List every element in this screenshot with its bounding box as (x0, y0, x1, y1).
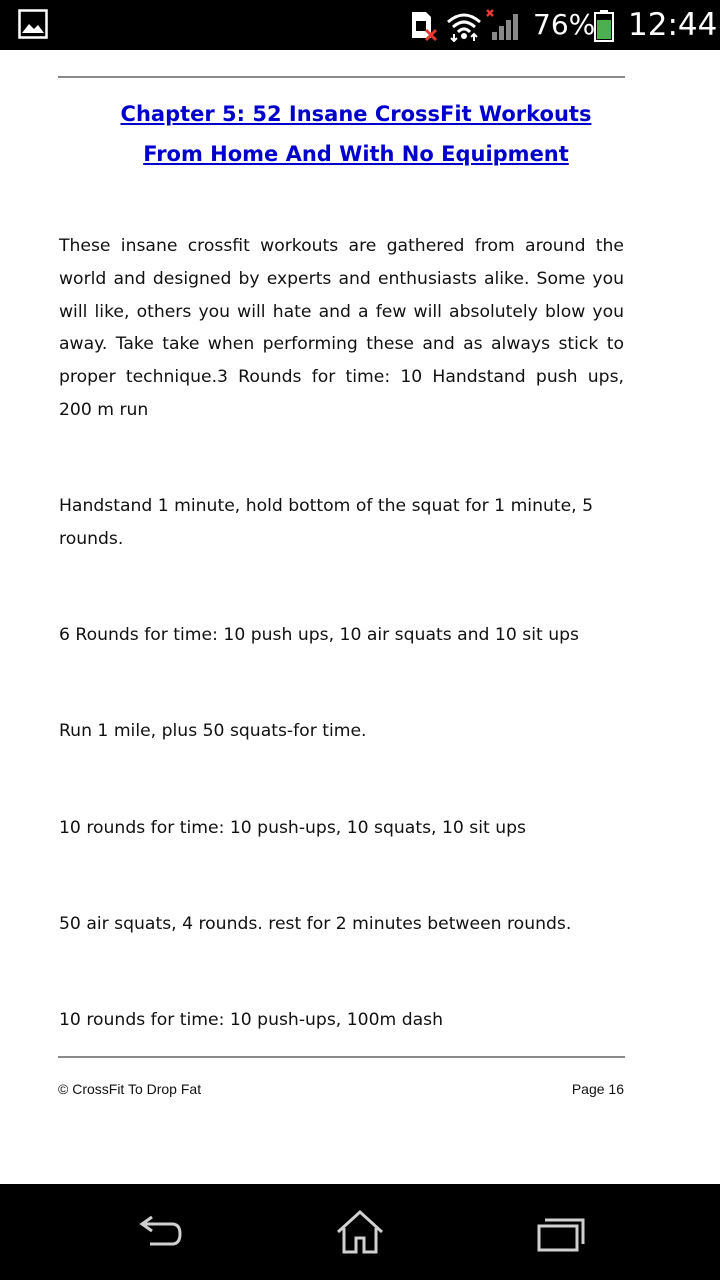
wifi-icon (446, 10, 482, 42)
chapter-title-line-1[interactable]: Chapter 5: 52 Insane CrossFit Workouts (120, 102, 592, 126)
clock: 12:44 (628, 7, 718, 43)
back-icon[interactable] (130, 1202, 190, 1262)
status-bar (0, 0, 720, 50)
gallery-icon (18, 9, 48, 39)
home-icon[interactable] (330, 1202, 390, 1262)
footer-rule (58, 1056, 625, 1058)
paragraph-workout: 10 rounds for time: 10 push-ups, 10 squats, 10 sit ups (59, 818, 526, 838)
chapter-title-line-2[interactable]: From Home And With No Equipment (143, 142, 569, 166)
paragraph-workout: 10 rounds for time: 10 push-ups, 100m dash (59, 1010, 444, 1030)
battery-icon (594, 10, 614, 42)
battery-percent: 76% (533, 8, 596, 41)
navigation-bar (0, 1184, 720, 1280)
chapter-title[interactable] (58, 94, 654, 174)
sim-error-icon (409, 10, 439, 42)
page-number: Page 16 (571, 1081, 624, 1097)
header-rule (58, 76, 625, 78)
paragraph-intro: These insane crossfit workouts are gathered from around the world and designed by experts and enthusiasts alike. Some you will like, others you will hate and a few will absolutely blow you away. Take take when performing these and as always stick to proper technique.3 Rounds for time: 10 Handstand push ups, 200 m run (59, 236, 624, 420)
paragraph-workout: Run 1 mile, plus 50 squats-for time. (59, 721, 367, 741)
document-page[interactable] (0, 50, 720, 1184)
paragraph-workout: Handstand 1 minute, hold bottom of the squat for 1 minute, 5 rounds. (59, 496, 594, 549)
signal-icon (484, 8, 524, 42)
paragraph-workout: 6 Rounds for time: 10 push ups, 10 air squats and 10 sit ups (59, 625, 579, 645)
recent-apps-icon[interactable] (530, 1202, 590, 1262)
footer-copyright: © CrossFit To Drop Fat (58, 1081, 202, 1097)
paragraph-workout: 50 air squats, 4 rounds. rest for 2 minutes between rounds. (59, 914, 572, 934)
